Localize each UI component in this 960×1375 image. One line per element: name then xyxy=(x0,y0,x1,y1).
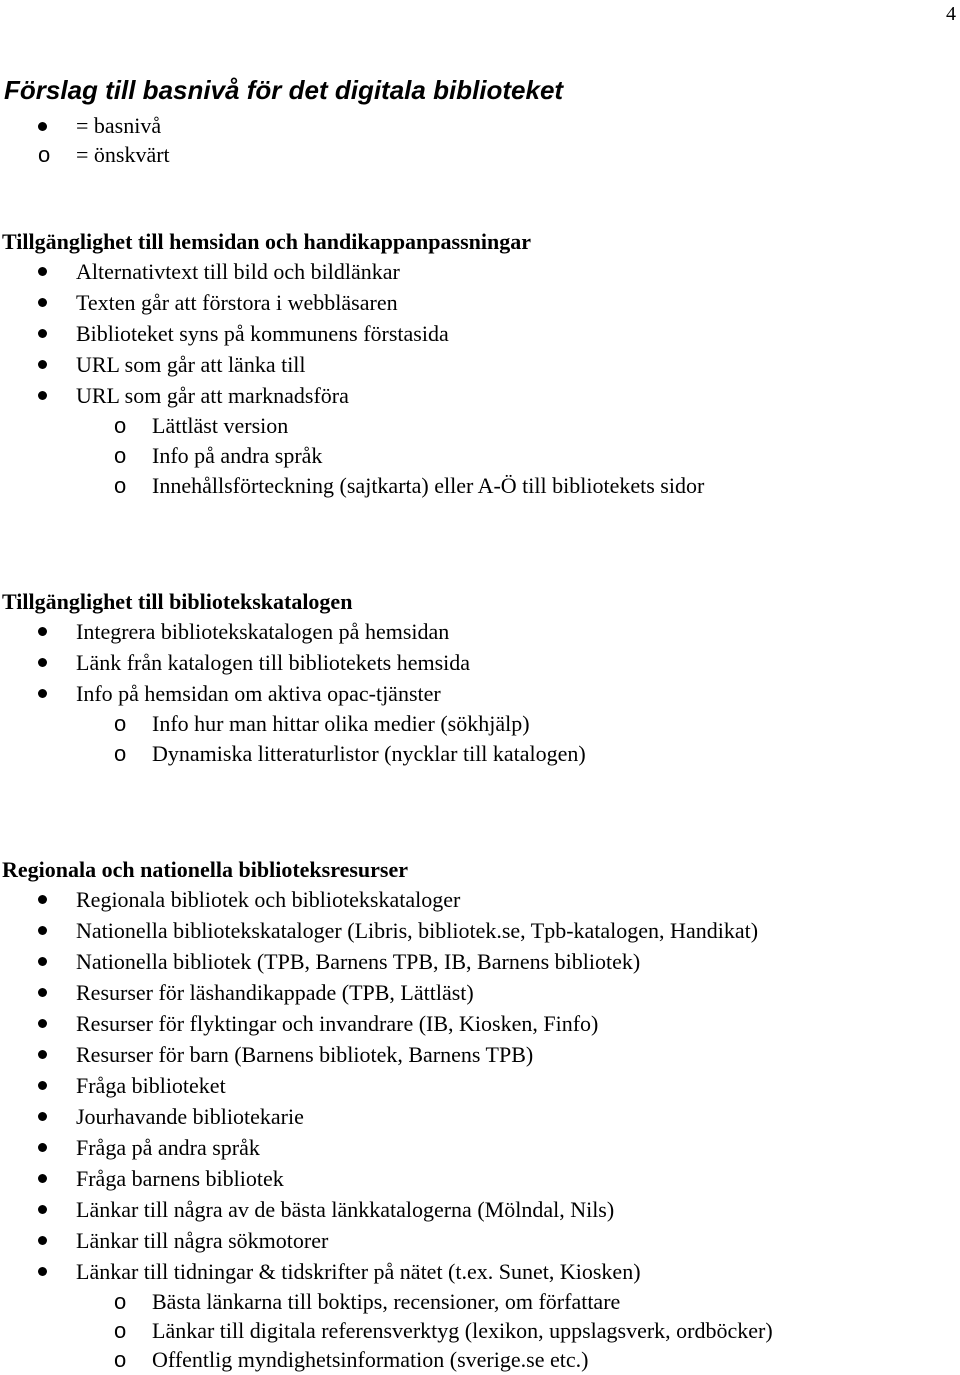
list-item xyxy=(0,1039,960,1070)
filled-bullet-icon xyxy=(38,957,47,966)
list-item xyxy=(0,1132,960,1163)
list-item-text: Innehållsförteckning (sajtkarta) eller A-Ö till bibliotekets sidor xyxy=(152,473,705,498)
list-item-text: Offentlig myndighetsinformation (sverige.se etc.) xyxy=(152,1347,589,1372)
filled-bullet-icon xyxy=(38,298,47,307)
sub-list-item xyxy=(0,1345,960,1374)
list-item-text: Info hur man hittar olika medier (sökhjälp) xyxy=(152,711,530,736)
hollow-bullet-icon: o xyxy=(114,1347,127,1372)
list-item-text: Bästa länkarna till boktips, recensioner, om författare xyxy=(152,1289,621,1314)
list-item-text: Resurser för barn (Barnens bibliotek, Barnens TPB) xyxy=(76,1042,534,1067)
filled-bullet-icon xyxy=(38,1081,47,1090)
filled-bullet-icon xyxy=(38,391,47,400)
sub-list-item xyxy=(0,411,960,441)
list-item-text: Fråga på andra språk xyxy=(76,1135,260,1160)
list-item xyxy=(0,380,960,411)
document-title: Förslag till basnivå för det digitala biblioteket xyxy=(4,75,564,105)
list-item-text: Resurser för flyktingar och invandrare (IB, Kiosken, Finfo) xyxy=(76,1011,599,1036)
filled-bullet-icon xyxy=(38,1205,47,1214)
legend-item-basniva xyxy=(0,111,960,140)
list-item-text: Lättläst version xyxy=(152,413,289,438)
section-heading: Tillgänglighet till hemsidan och handikappanpassningar xyxy=(2,229,531,254)
list-item xyxy=(0,678,960,709)
filled-bullet-icon xyxy=(38,1112,47,1121)
list-item xyxy=(0,977,960,1008)
list-item xyxy=(0,647,960,678)
filled-bullet-icon xyxy=(38,689,47,698)
hollow-bullet-icon: o xyxy=(114,1289,127,1314)
filled-bullet-icon xyxy=(38,1236,47,1245)
hollow-bullet-icon: o xyxy=(114,473,127,498)
section-resurser xyxy=(0,856,960,1374)
list-item xyxy=(0,884,960,915)
list-item xyxy=(0,1163,960,1194)
hollow-bullet-icon: o xyxy=(114,711,127,736)
list-item-text: Länkar till digitala referensverktyg (lexikon, uppslagsverk, ordböcker) xyxy=(152,1318,773,1343)
list-item-text: Resurser för läshandikappade (TPB, Lättläst) xyxy=(76,980,474,1005)
section-heading: Regionala och nationella biblioteksresurser xyxy=(2,857,408,882)
list-item-text: Nationella bibliotek (TPB, Barnens TPB, IB, Barnens bibliotek) xyxy=(76,949,641,974)
list-item-text: Texten går att förstora i webbläsaren xyxy=(76,290,398,315)
filled-bullet-icon xyxy=(38,267,47,276)
filled-bullet-icon xyxy=(38,1143,47,1152)
hollow-bullet-icon: o xyxy=(114,741,127,766)
sub-list-item xyxy=(0,441,960,471)
list-item-text: Info på andra språk xyxy=(152,443,323,468)
sub-list-item xyxy=(0,739,960,769)
filled-bullet-icon xyxy=(38,1267,47,1276)
list-item-text: Fråga barnens bibliotek xyxy=(76,1166,284,1191)
list-item-text: Alternativtext till bild och bildlänkar xyxy=(76,259,400,284)
list-item xyxy=(0,915,960,946)
filled-bullet-icon xyxy=(38,329,47,338)
list-item xyxy=(0,256,960,287)
list-item-text: Jourhavande bibliotekarie xyxy=(76,1104,304,1129)
list-item-text: Nationella bibliotekskataloger (Libris, bibliotek.se, Tpb-katalogen, Handikat) xyxy=(76,918,759,943)
page-number: 4 xyxy=(946,3,956,25)
filled-bullet-icon xyxy=(38,1174,47,1183)
list-item-text: Integrera bibliotekskatalogen på hemsidan xyxy=(76,619,450,644)
list-item xyxy=(0,946,960,977)
list-item xyxy=(0,1194,960,1225)
list-item xyxy=(0,287,960,318)
list-item xyxy=(0,616,960,647)
list-item xyxy=(0,1008,960,1039)
legend-text: = basnivå xyxy=(76,113,162,138)
legend xyxy=(0,111,960,169)
list-item-text: URL som går att länka till xyxy=(76,352,306,377)
filled-bullet-icon xyxy=(38,122,47,131)
list-item-text: Länkar till tidningar & tidskrifter på nätet (t.ex. Sunet, Kiosken) xyxy=(76,1259,641,1284)
sub-list-item xyxy=(0,709,960,739)
hollow-bullet-icon: o xyxy=(114,443,127,468)
list-item xyxy=(0,1101,960,1132)
filled-bullet-icon xyxy=(38,926,47,935)
filled-bullet-icon xyxy=(38,1050,47,1059)
filled-bullet-icon xyxy=(38,658,47,667)
section-heading: Tillgänglighet till bibliotekskatalogen xyxy=(2,589,353,614)
list-item-text: Länkar till några sökmotorer xyxy=(76,1228,329,1253)
hollow-bullet-icon: o xyxy=(114,413,127,438)
section-katalogen xyxy=(0,588,960,769)
list-item xyxy=(0,349,960,380)
sub-list-item xyxy=(0,471,960,501)
hollow-bullet-icon: o xyxy=(38,142,51,167)
list-item xyxy=(0,318,960,349)
section-hemsidan xyxy=(0,228,960,501)
sub-list-item xyxy=(0,1287,960,1316)
list-item xyxy=(0,1070,960,1101)
list-item-text: Regionala bibliotek och bibliotekskataloger xyxy=(76,887,461,912)
legend-text: = önskvärt xyxy=(76,142,170,167)
filled-bullet-icon xyxy=(38,988,47,997)
legend-item-onskvart xyxy=(0,140,960,169)
list-item-text: Länkar till några av de bästa länkkatalogerna (Mölndal, Nils) xyxy=(76,1197,615,1222)
hollow-bullet-icon: o xyxy=(114,1318,127,1343)
list-item-text: Biblioteket syns på kommunens förstasida xyxy=(76,321,449,346)
filled-bullet-icon xyxy=(38,627,47,636)
list-item-text: Dynamiska litteraturlistor (nycklar till katalogen) xyxy=(152,741,586,766)
filled-bullet-icon xyxy=(38,895,47,904)
sub-list-item xyxy=(0,1316,960,1345)
list-item-text: Länk från katalogen till bibliotekets hemsida xyxy=(76,650,471,675)
filled-bullet-icon xyxy=(38,360,47,369)
list-item-text: Fråga biblioteket xyxy=(76,1073,226,1098)
list-item xyxy=(0,1225,960,1256)
list-item-text: Info på hemsidan om aktiva opac-tjänster xyxy=(76,681,441,706)
filled-bullet-icon xyxy=(38,1019,47,1028)
list-item xyxy=(0,1256,960,1287)
list-item-text: URL som går att marknadsföra xyxy=(76,383,349,408)
